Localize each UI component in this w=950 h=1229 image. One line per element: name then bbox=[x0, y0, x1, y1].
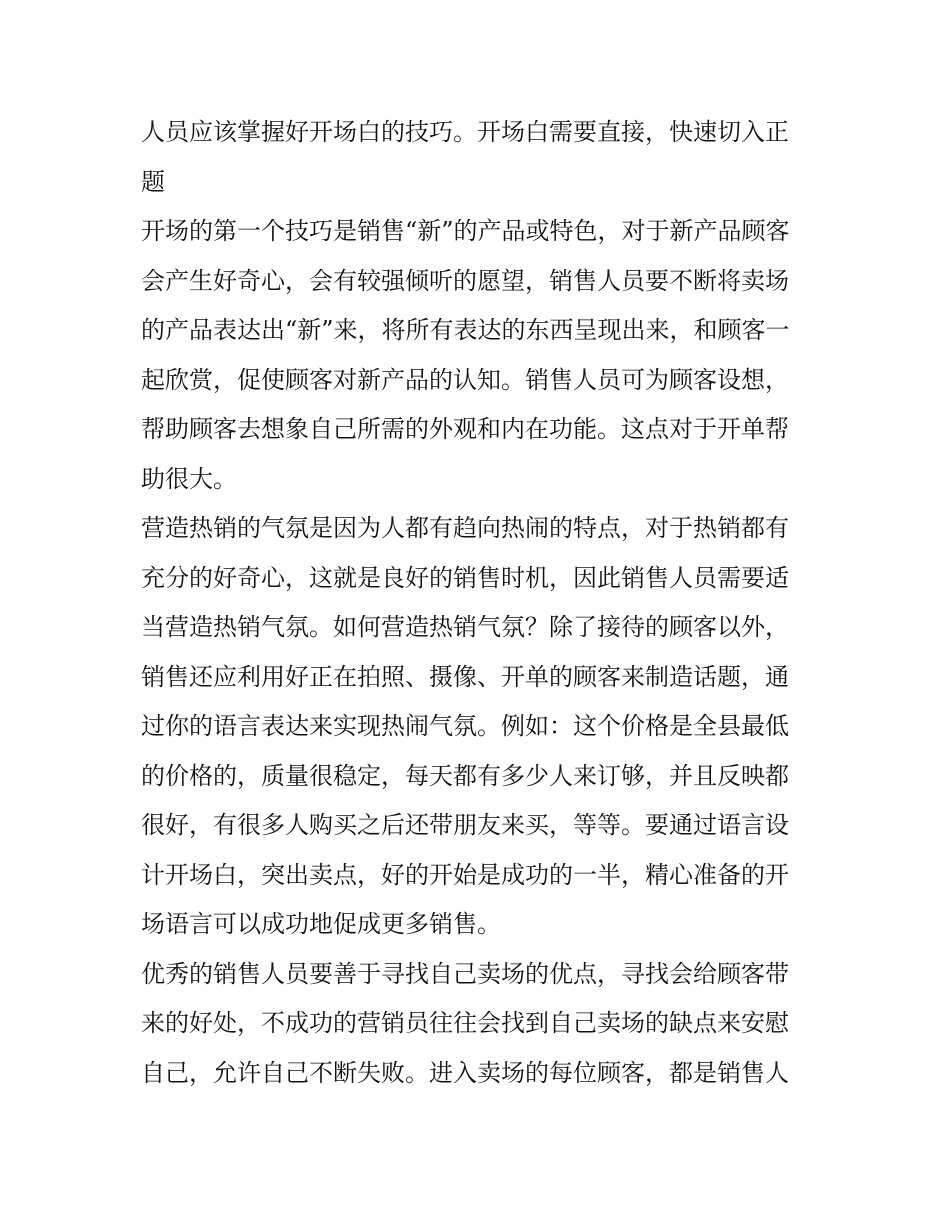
text-line: 来的好处，不成功的营销员往往会找到自己卖场的缺点来安慰 bbox=[141, 1009, 789, 1037]
text-line: 助很大。 bbox=[141, 464, 237, 493]
text-line: 场语言可以成功地促成更多销售。 bbox=[141, 910, 501, 938]
text-line: 计开场白，突出卖点，好的开始是成功的一半，精心准备的开 bbox=[141, 860, 789, 889]
text-line: 当营造热销气氛。如何营造热销气氛？除了接待的顾客以外， bbox=[141, 613, 789, 641]
text-line: 帮助顾客去想象自己所需的外观和内在功能。这点对于开单帮 bbox=[141, 415, 789, 443]
text-line: 题 bbox=[141, 167, 165, 196]
text-line: 很好，有很多人购买之后还带朋友来买，等等。要通过语言设 bbox=[141, 811, 789, 839]
text-line: 自己，允许自己不断失败。进入卖场的每位顾客，都是销售人 bbox=[141, 1058, 789, 1087]
document-body bbox=[141, 108, 821, 1098]
text-line: 起欣赏，促使顾客对新产品的认知。销售人员可为顾客设想， bbox=[141, 365, 789, 394]
text-line: 过你的语言表达来实现热闹气氛。例如：这个价格是全县最低 bbox=[141, 712, 789, 740]
text-line: 优秀的销售人员要善于寻找自己卖场的优点，寻找会给顾客带 bbox=[141, 959, 789, 988]
text-line: 人员应该掌握好开场白的技巧。开场白需要直接，快速切入正 bbox=[141, 118, 789, 146]
text-line: 的产品表达出“新”来，将所有表达的东西呈现出来，和顾客一 bbox=[141, 316, 790, 344]
text-line: 营造热销的气氛是因为人都有趋向热闹的特点，对于热销都有 bbox=[141, 514, 789, 542]
text-line: 的价格的，质量很稳定，每天都有多少人来订够，并且反映都 bbox=[141, 761, 789, 790]
text-line: 开场的第一个技巧是销售“新”的产品或特色，对于新产品顾客 bbox=[141, 217, 790, 245]
text-line: 充分的好奇心，这就是良好的销售时机，因此销售人员需要适 bbox=[141, 563, 789, 592]
text-line: 会产生好奇心，会有较强倾听的愿望，销售人员要不断将卖场 bbox=[141, 266, 789, 295]
text-line: 销售还应利用好正在拍照、摄像、开单的顾客来制造话题，通 bbox=[141, 662, 789, 691]
